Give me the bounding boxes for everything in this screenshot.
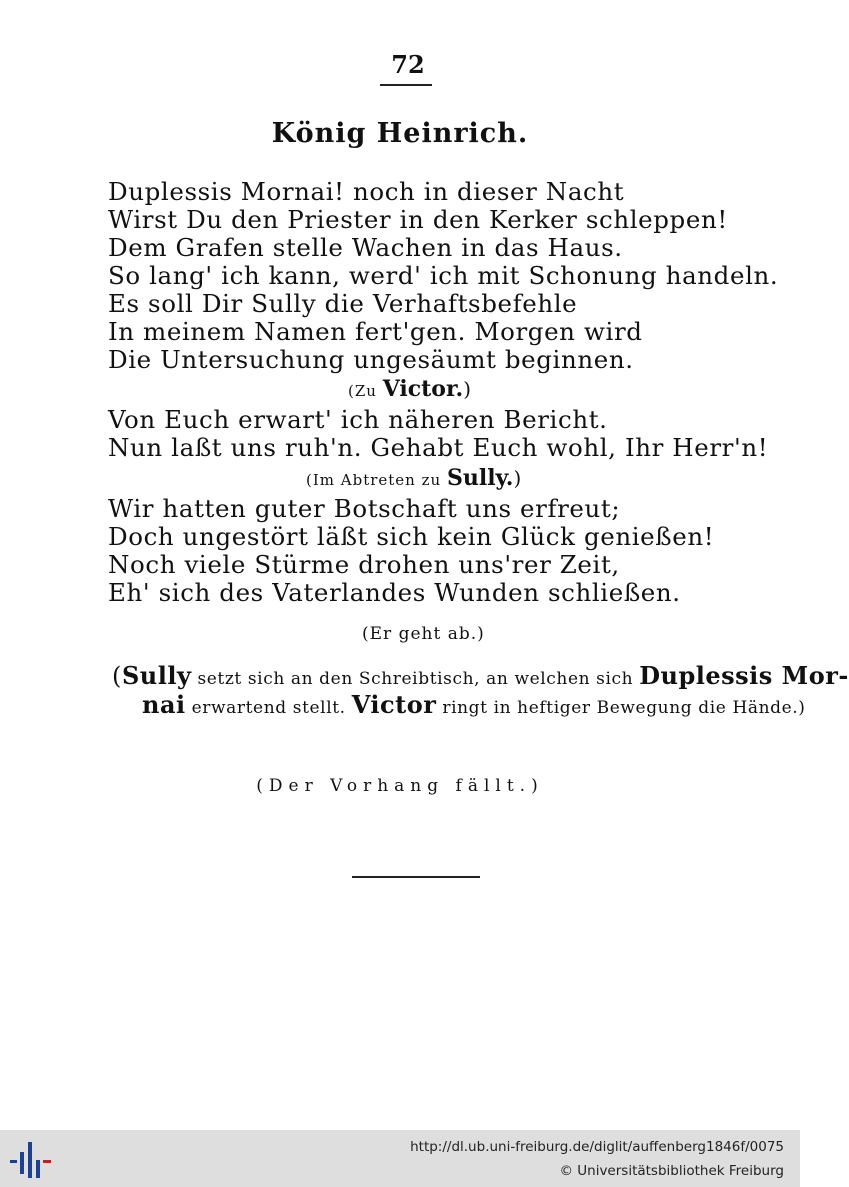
verse-line: Duplessis Mornai! noch in dieser Nacht — [108, 177, 625, 206]
character-name: nai — [142, 690, 186, 719]
stage-direction-text: ringt in heftiger Bewegung die Hände.) — [436, 698, 806, 718]
verse-line: In meinem Namen fert'gen. Morgen wird — [108, 317, 643, 346]
stage-direction-to-victor — [348, 376, 471, 402]
stage-direction-to-sully — [306, 465, 521, 491]
paren-open: ( — [112, 662, 122, 690]
stage-direction-suffix: ) — [513, 466, 522, 490]
stage-direction-final-line-1 — [112, 661, 849, 690]
footer-bar — [0, 1130, 800, 1187]
source-url-link[interactable]: http://dl.ub.uni-freiburg.de/diglit/auffenberg1846f/0075 — [410, 1139, 784, 1155]
verse-line: Die Untersuchung ungesäumt beginnen. — [108, 345, 634, 374]
character-name: Duplessis Mor- — [639, 661, 849, 690]
stage-direction-exit: (Er geht ab.) — [362, 624, 485, 644]
stage-direction-text: erwartend stellt. — [185, 698, 352, 718]
character-name: Victor. — [382, 376, 464, 402]
stage-direction-prefix: (Zu — [348, 382, 383, 400]
verse-line: Noch viele Stürme drohen uns'rer Zeit, — [108, 550, 620, 579]
character-name: Sully — [121, 661, 192, 690]
stage-direction-text: setzt sich an den Schreibtisch, an welchen sich — [191, 669, 640, 689]
verse-line: So lang' ich kann, werd' ich mit Schonung handeln. — [108, 261, 779, 290]
scene-title: König Heinrich. — [271, 118, 529, 149]
character-name: Sully. — [446, 465, 514, 491]
verse-line: Eh' sich des Vaterlandes Wunden schließen. — [108, 578, 681, 607]
stage-direction-final-line-2 — [142, 690, 806, 719]
page-number: 72 — [391, 50, 425, 79]
library-logo-icon — [10, 1138, 52, 1180]
verse-line: Nun laßt uns ruh'n. Gehabt Euch wohl, Ihr Herr'n! — [108, 433, 769, 462]
copyright-text: © Universitätsbibliothek Freiburg — [559, 1163, 784, 1179]
verse-line: Wir hatten guter Botschaft uns erfreut; — [108, 494, 621, 523]
page-number-rule — [380, 84, 432, 86]
character-name: Victor — [351, 690, 437, 719]
verse-line: Wirst Du den Priester in den Kerker schleppen! — [108, 205, 728, 234]
end-rule — [352, 876, 480, 878]
verse-line: Dem Grafen stelle Wachen in das Haus. — [108, 233, 623, 262]
verse-line: Es soll Dir Sully die Verhaftsbefehle — [108, 289, 578, 318]
stage-direction-prefix: (Im Abtreten zu — [306, 471, 447, 489]
verse-line: Doch ungestört läßt sich kein Glück genießen! — [108, 522, 715, 551]
stage-direction-suffix: ) — [463, 377, 472, 401]
curtain-direction: (Der Vorhang fällt.) — [256, 776, 544, 796]
verse-line: Von Euch erwart' ich näheren Bericht. — [108, 405, 608, 434]
